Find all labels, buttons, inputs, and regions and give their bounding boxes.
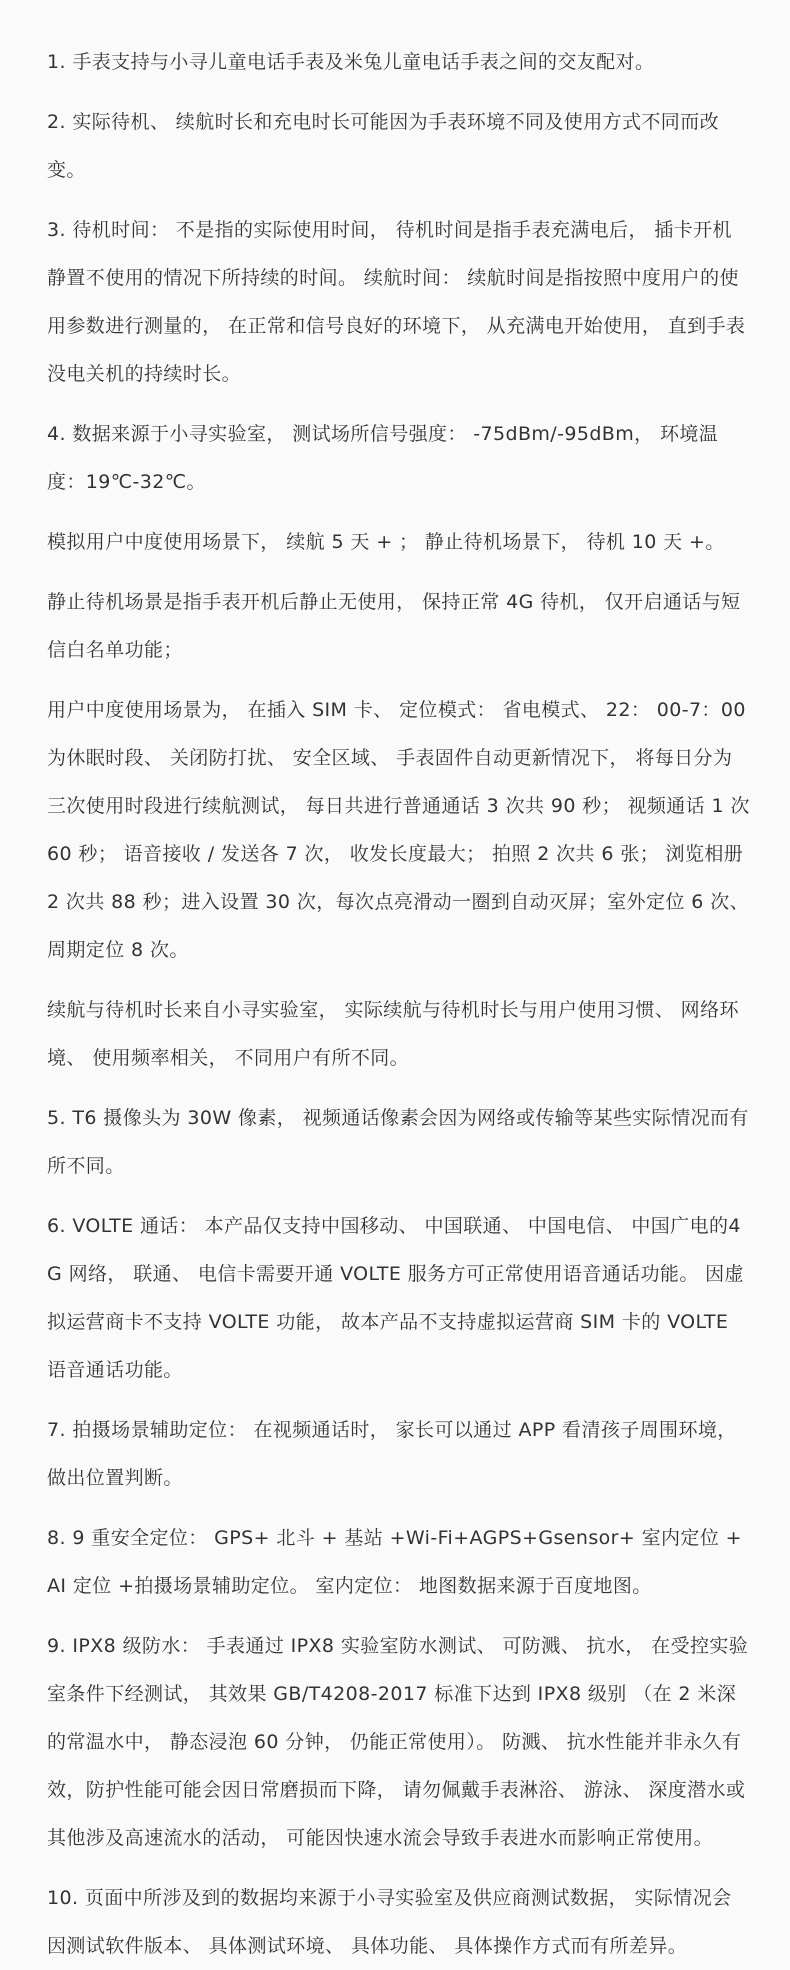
- note-7-scene-positioning: 7. 拍摄场景辅助定位： 在视频通话时， 家长可以通过 APP 看清孩子周围环境， 做出位置判断。: [47, 1419, 737, 1489]
- note-moderate-usage-scenario: 用户中度使用场景为， 在插入 SIM 卡、 定位模式： 省电模式、 22： 00-7：00 为休眠时段、 关闭防打扰、 安全区域、 手表固件自动更新情况下， 将每日分为三次使用时段进行续航测试， 每日共进行普通通话 3 次共 90 秒； 视频通话 1 次 60 秒； 语音接收 / 发送各 7 次， 收发长度最大； 拍照 2 次共 6 张； 浏览相册 2 次共 88 秒；进入设置 30 次，每次点亮滑动一圈到自动灭屏；室外定位 6 次、周期定位 8 次。: [47, 699, 750, 961]
- note-8-positioning: 8. 9 重安全定位： GPS+ 北斗 + 基站 +Wi-Fi+AGPS+Gsensor+ 室内定位 +AI 定位 +拍摄场景辅助定位。 室内定位： 地图数据来源于百度地图。: [47, 1527, 742, 1597]
- note-2-battery-variation: 2. 实际待机、 续航时长和充电时长可能因为手表环境不同及使用方式不同而改变。: [47, 111, 720, 181]
- note-3-standby-definition: 3. 待机时间： 不是指的实际使用时间， 待机时间是指手表充满电后， 插卡开机静置不使用的情况下所持续的时间。 续航时间： 续航时间是指按照中度用户的使用参数进行测量的， 在正常和信号良好的环境下， 从充满电开始使用， 直到手表没电关机的持续时长。: [47, 219, 746, 385]
- note-battery-source: 续航与待机时长来自小寻实验室， 实际续航与待机时长与用户使用习惯、 网络环境、 使用频率相关， 不同用户有所不同。: [47, 999, 739, 1069]
- note-static-standby-definition: 静止待机场景是指手表开机后静止无使用， 保持正常 4G 待机， 仅开启通话与短信白名单功能；: [47, 591, 741, 661]
- note-5-camera: 5. T6 摄像头为 30W 像素， 视频通话像素会因为网络或传输等某些实际情况而有所不同。: [47, 1107, 749, 1177]
- note-moderate-usage-battery: 模拟用户中度使用场景下， 续航 5 天 + ； 静止待机场景下， 待机 10 天 +。: [47, 531, 725, 553]
- note-10-data-disclaimer: 10. 页面中所涉及到的数据均来源于小寻实验室及供应商测试数据， 实际情况会因测试软件版本、 具体测试环境、 具体功能、 具体操作方式而有所差异。: [47, 1887, 732, 1957]
- note-4-data-source: 4. 数据来源于小寻实验室， 测试场所信号强度： -75dBm/-95dBm， 环境温度：19℃-32℃。: [47, 423, 719, 493]
- note-9-waterproof: 9. IPX8 级防水： 手表通过 IPX8 实验室防水测试、 可防溅、 抗水， 在受控实验室条件下经测试， 其效果 GB/T4208-2017 标准下达到 IPX8 级别 （在 2 米深的常温水中， 静态浸泡 60 分钟， 仍能正常使用）。 防溅、 抗水性能并非永久有效，防护性能可能会因日常磨损而下降， 请勿佩戴手表淋浴、 游泳、 深度潜水或其他涉及高速流水的活动， 可能因快速水流会导致手表进水而影响正常使用。: [47, 1635, 749, 1849]
- note-1-pairing: 1. 手表支持与小寻儿童电话手表及米兔儿童电话手表之间的交友配对。: [47, 51, 655, 73]
- note-6-volte: 6. VOLTE 通话： 本产品仅支持中国移动、 中国联通、 中国电信、 中国广电的4G 网络， 联通、 电信卡需要开通 VOLTE 服务方可正常使用语音通话功能。 因虚拟运营商卡不支持 VOLTE 功能， 故本产品不支持虚拟运营商 SIM 卡的 VOLTE 语音通话功能。: [47, 1215, 744, 1381]
